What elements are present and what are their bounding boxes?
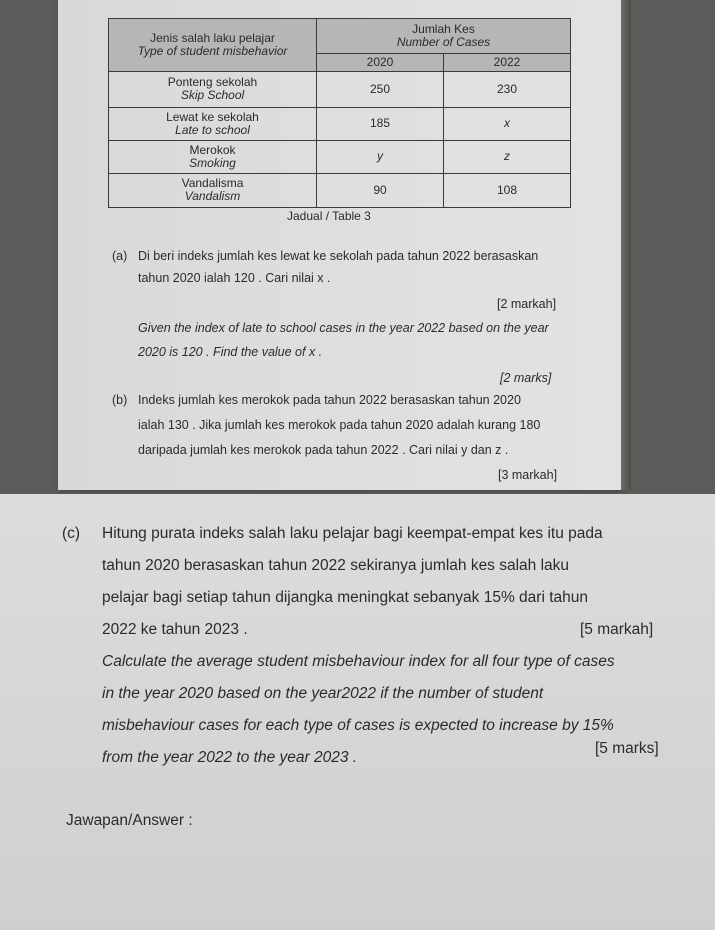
question-c-ms-marks: [5 markah] <box>580 621 654 638</box>
cases-group-header: Jumlah Kes Number of Cases <box>317 19 571 54</box>
question-c-en-line: from the year 2022 to the year 2023 . <box>102 749 358 766</box>
year-2022-header: 2022 <box>444 54 571 72</box>
page-edge <box>621 0 631 490</box>
question-a-en-marks: [2 marks] <box>500 371 552 385</box>
question-a-en-line: Given the index of late to school cases in the year 2022 based on the year <box>138 321 549 335</box>
question-a-ms-line: tahun 2020 ialah 120 . Cari nilai x . <box>138 271 331 285</box>
question-c-ms-line: 2022 ke tahun 2023 . <box>102 621 248 638</box>
table-row: Merokok Smoking y z <box>109 140 571 173</box>
type-header: Jenis salah laku pelajar Type of student misbehavior <box>109 19 317 72</box>
question-c-en-line: in the year 2020 based on the year2022 if the number of student <box>102 685 544 702</box>
question-c-ms-line: pelajar bagi setiap tahun dijangka meningkat sebanyak 15% dari tahun <box>102 589 589 606</box>
question-c-en-line: misbehaviour cases for each type of cases is expected to increase by 15% <box>102 717 614 734</box>
year-2020-header: 2020 <box>317 54 444 72</box>
question-a-label: (a) <box>112 249 128 263</box>
table-row: Ponteng sekolah Skip School 250 230 <box>109 71 571 107</box>
question-c-en-line: Calculate the average student misbehaviour index for all four type of cases <box>102 653 615 670</box>
table-row: Lewat ke sekolah Late to school 185 x <box>109 107 571 140</box>
question-c-label: (c) <box>62 525 81 542</box>
question-b-line: daripada jumlah kes merokok pada tahun 2022 . Cari nilai y dan z . <box>138 443 509 457</box>
question-a-ms-line: Di beri indeks jumlah kes lewat ke sekolah pada tahun 2022 berasaskan <box>138 249 539 263</box>
question-c-ms-line: Hitung purata indeks salah laku pelajar bagi keempat-empat kes itu pada <box>102 525 603 542</box>
question-a-ms-marks: [2 markah] <box>497 297 557 311</box>
answer-label: Jawapan/Answer : <box>66 812 193 829</box>
question-c-ms-line: tahun 2020 berasaskan tahun 2022 sekiranya jumlah kes salah laku <box>102 557 570 574</box>
question-b-marks: [3 markah] <box>498 468 558 482</box>
cases-table <box>108 18 571 208</box>
question-c-en-marks: [5 marks] <box>595 740 659 757</box>
question-b-line: Indeks jumlah kes merokok pada tahun 2022 berasaskan tahun 2020 <box>138 393 521 407</box>
question-b-line: ialah 130 . Jika jumlah kes merokok pada tahun 2020 adalah kurang 180 <box>138 418 541 432</box>
question-a-en-line: 2020 is 120 . Find the value of x . <box>138 345 323 359</box>
question-b-label: (b) <box>112 393 128 407</box>
table-caption: Jadual / Table 3 <box>287 209 371 223</box>
table-row: Vandalisma Vandalism 90 108 <box>109 173 571 207</box>
